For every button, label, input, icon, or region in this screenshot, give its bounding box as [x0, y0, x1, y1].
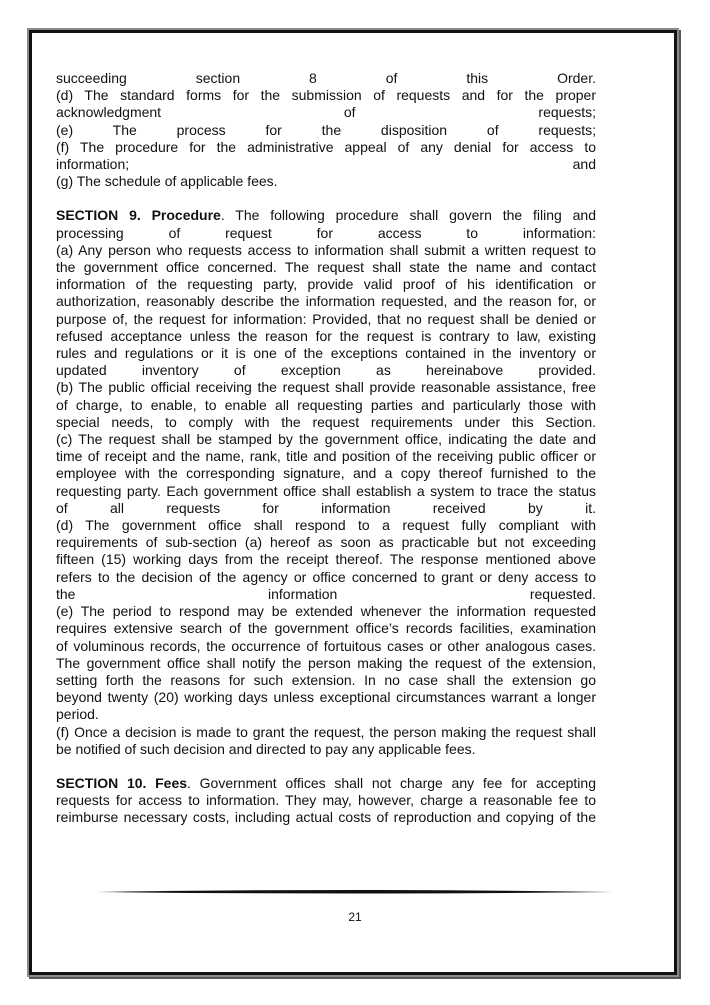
- text-line: SECTION 10. Fees. Government offices shall not charge any fee for accepting: [56, 774, 596, 791]
- text-line: be notified of such decision and directed to pay any applicable fees.: [56, 740, 476, 757]
- text-line: (f) Once a decision is made to grant the request, the person making the request shall: [56, 723, 596, 740]
- text-line: requests for access to information. They may, however, charge a reasonable fee to: [56, 792, 596, 809]
- footer-rule: [97, 888, 613, 896]
- text-line: employee with the corresponding signature, and a copy thereof furnished to the: [56, 465, 596, 482]
- document-body: [56, 70, 596, 827]
- text-line: authorization, reasonably describe the information requested, and the reason for, or: [56, 293, 596, 310]
- text-line: (d) The standard forms for the submission of requests and for the proper: [56, 87, 596, 104]
- text-line: setting forth the reasons for such extension. In no case shall the extension go: [56, 671, 596, 688]
- text-line: information of the requesting party, provide valid proof of his identification or: [56, 276, 596, 293]
- text-line: the information requested.: [56, 585, 596, 602]
- text-line: acknowledgment of requests;: [56, 104, 596, 121]
- section-heading: SECTION 10. Fees: [56, 774, 188, 791]
- text-line: special needs, to comply with the request requirements under this Section.: [56, 413, 596, 430]
- text-line: updated inventory of exception as hereinabove provided.: [56, 362, 596, 379]
- text-line: refused acceptance unless the reason for the request is contrary to law, existing: [56, 327, 596, 344]
- text-line: succeeding section 8 of this Order.: [56, 70, 596, 86]
- text-line: (a) Any person who requests access to information shall submit a written request to: [56, 241, 596, 258]
- text-line: requesting party. Each government office shall establish a system to trace the status: [56, 482, 596, 499]
- section-heading: SECTION 9. Procedure: [56, 207, 221, 224]
- text-line: requirements of sub-section (a) hereof as soon as practicable but not exceeding: [56, 534, 596, 551]
- text-line: processing of request for access to information:: [56, 224, 596, 241]
- text-line: refers to the decision of the agency or office concerned to grant or deny access to: [56, 568, 596, 585]
- text-line: requires extensive search of the government office’s records facilities, examination: [56, 620, 596, 637]
- paragraph-gap: [56, 190, 596, 207]
- text-line: SECTION 9. Procedure. The following procedure shall govern the filing and: [56, 207, 596, 224]
- text-line: (b) The public official receiving the request shall provide reasonable assistance, free: [56, 379, 596, 396]
- text-line: The government office shall notify the person making the request of the extension,: [56, 654, 596, 671]
- text-line: purpose of, the request for information: Provided, that no request shall be denied or: [56, 310, 596, 327]
- text-line: (c) The request shall be stamped by the government office, indicating the date and: [56, 431, 596, 448]
- text-line: (e) The process for the disposition of requests;: [56, 121, 596, 138]
- text-line: fifteen (15) working days from the receipt thereof. The response mentioned above: [56, 551, 596, 568]
- text-line: (f) The procedure for the administrative appeal of any denial for access to: [56, 138, 596, 155]
- page-number: 21: [348, 910, 362, 924]
- text-line: (e) The period to respond may be extended whenever the information requested: [56, 603, 596, 620]
- section-10-fees: [56, 775, 596, 827]
- text-line: (d) The government office shall respond to a request fully compliant with: [56, 517, 596, 534]
- text-line: time of receipt and the name, rank, title and position of the receiving public officer or: [56, 448, 596, 465]
- paragraph-gap: [56, 758, 596, 775]
- section-9-procedure: [56, 207, 596, 758]
- text-line: of voluminous records, the occurrence of fortuitous cases or other analogous cases.: [56, 637, 596, 654]
- text-line: reimburse necessary costs, including actual costs of reproduction and copying of the: [56, 809, 596, 826]
- text-line: of charge, to enable, to enable all requesting parties and particularly those with: [56, 396, 596, 413]
- text-line: (g) The schedule of applicable fees.: [56, 173, 278, 190]
- text-line: of all requests for information received by it.: [56, 499, 596, 516]
- text-line: information; and: [56, 156, 596, 173]
- text-line: beyond twenty (20) working days unless exceptional circumstances warrant a longer: [56, 689, 596, 706]
- text-line: the government office concerned. The request shall state the name and contact: [56, 259, 596, 276]
- text-line: period.: [56, 706, 99, 723]
- paragraph-list-items: [56, 70, 596, 190]
- text-line: rules and regulations or it is one of the exceptions contained in the inventory or: [56, 345, 596, 362]
